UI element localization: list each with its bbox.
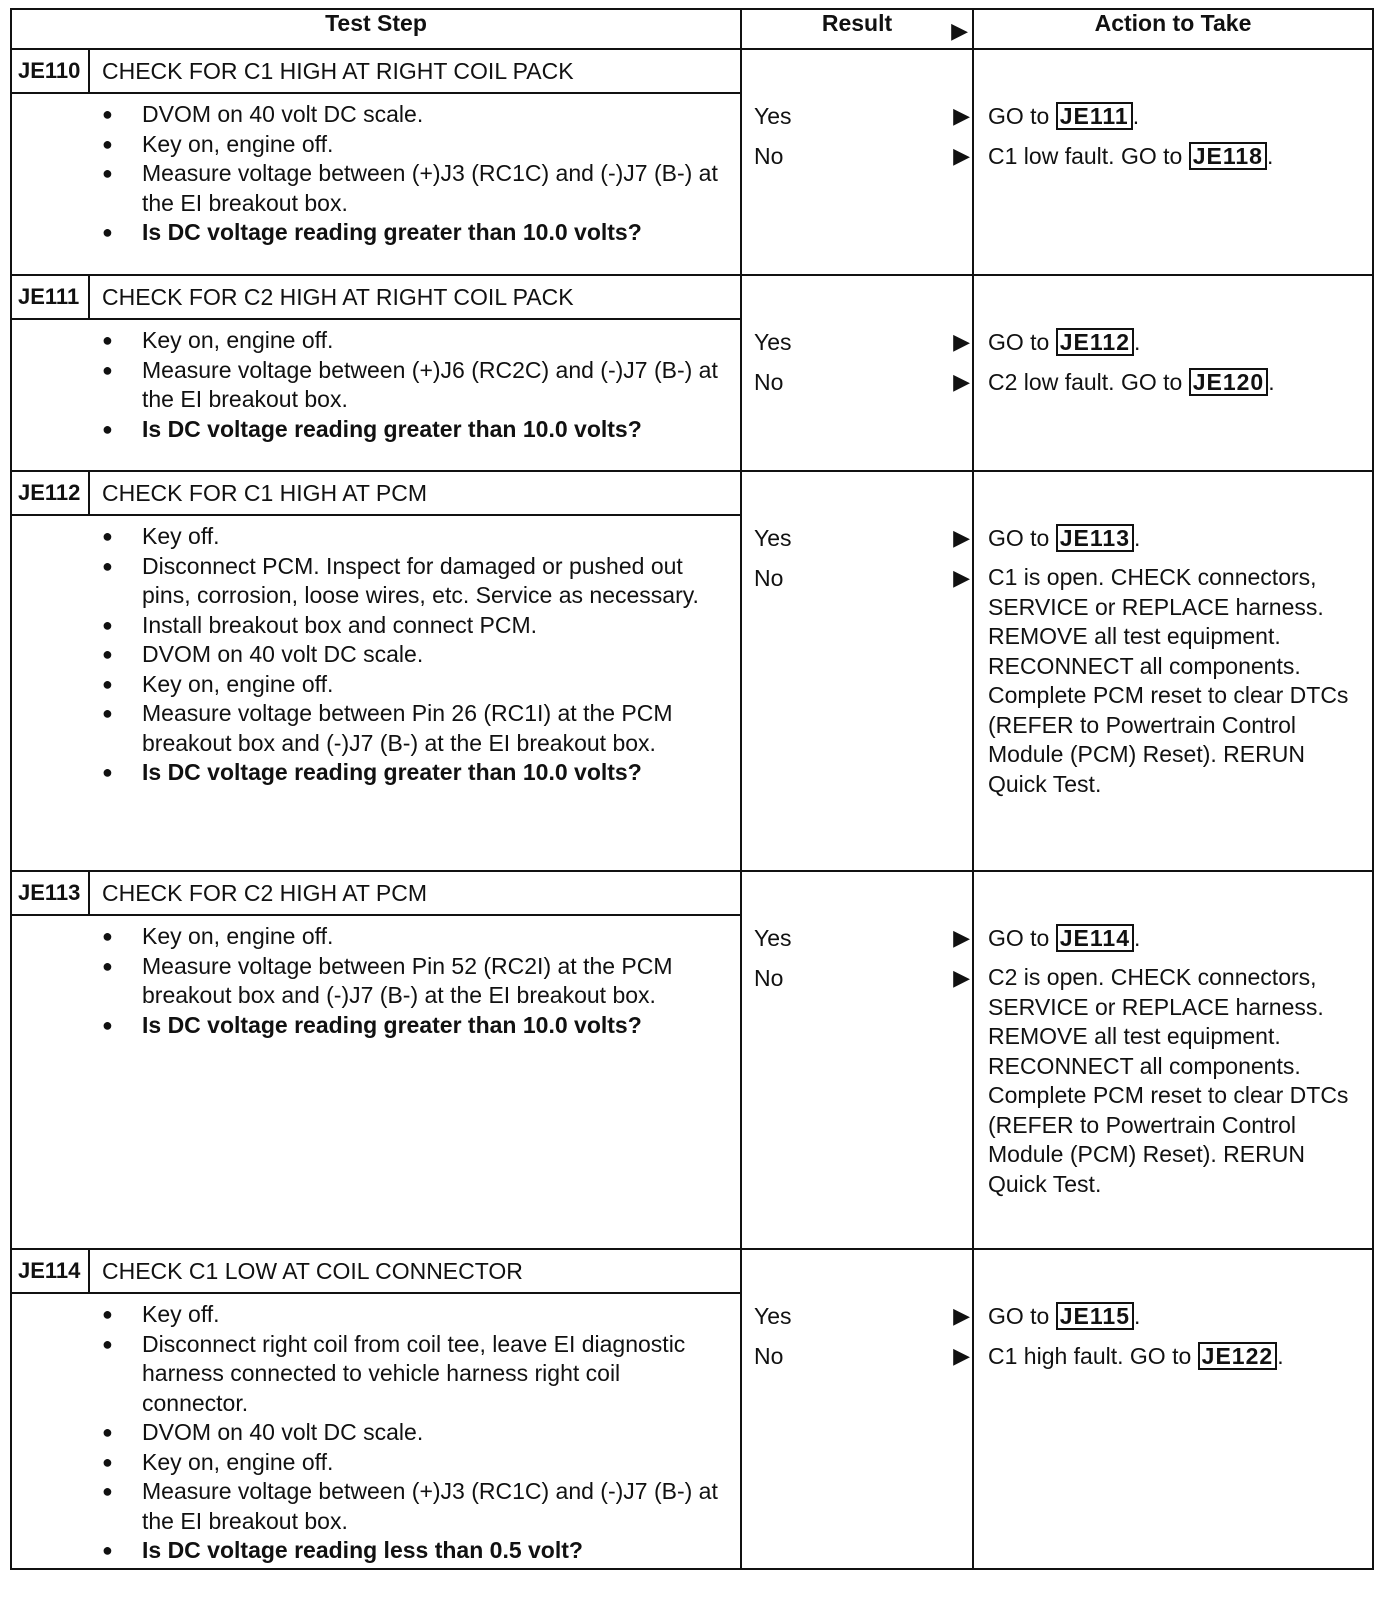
step-reference-link[interactable]: JE113	[1056, 524, 1134, 552]
test-step-cell	[11, 871, 741, 1249]
action-yes	[988, 518, 1362, 558]
result-no-label: No	[754, 565, 784, 591]
action-text: GO to	[988, 1303, 1056, 1329]
test-step-row	[11, 471, 1373, 871]
action-text: GO to	[988, 525, 1056, 551]
step-question: ● Is DC voltage reading greater than 10.0 volts?	[102, 415, 720, 445]
step-id: JE111	[12, 276, 90, 318]
result-no	[742, 136, 972, 176]
step-question: ● Is DC voltage reading less than 0.5 volt?	[102, 1536, 720, 1566]
result-yes-label: Yes	[754, 329, 792, 355]
action-cell	[973, 275, 1373, 471]
right-arrow-icon: ▶	[953, 143, 970, 168]
header-test-step: Test Step	[11, 9, 741, 49]
action-text: C1 high fault. GO to	[988, 1343, 1198, 1369]
step-reference-link[interactable]: JE111	[1056, 102, 1133, 130]
step-title: CHECK FOR C2 HIGH AT PCM	[102, 880, 428, 906]
test-step-cell	[11, 275, 741, 471]
result-no-label: No	[754, 143, 784, 169]
step-header	[12, 1250, 740, 1294]
instruction-item: ● DVOM on 40 volt DC scale.	[102, 100, 720, 130]
test-step-row	[11, 275, 1373, 471]
result-yes	[742, 322, 972, 362]
instruction-item: ● Measure voltage between (+)J3 (RC1C) and (-)J7 (B-) at the EI breakout box.	[102, 1477, 720, 1536]
instruction-item: ● Key on, engine off.	[102, 326, 720, 356]
result-no-label: No	[754, 369, 784, 395]
test-step-row	[11, 1249, 1373, 1569]
result-yes	[742, 918, 972, 958]
step-reference-link[interactable]: JE120	[1189, 368, 1269, 396]
step-header	[12, 276, 740, 320]
action-cell	[973, 1249, 1373, 1569]
instruction-item: ● Measure voltage between Pin 52 (RC2I) at the PCM breakout box and (-)J7 (B-) at the EI breakout box.	[102, 952, 720, 1011]
test-step-row	[11, 871, 1373, 1249]
instruction-item: ● Key off.	[102, 1300, 720, 1330]
action-text: .	[1277, 1343, 1284, 1369]
test-step-row	[11, 49, 1373, 275]
test-step-cell	[11, 471, 741, 871]
right-arrow-icon: ▶	[953, 565, 970, 590]
step-instructions	[12, 94, 740, 250]
action-text: .	[1134, 925, 1141, 951]
action-no: C2 is open. CHECK connectors, SERVICE or REPLACE harness. REMOVE all test equipment. RECONNECT all components. Complete PCM reset to clear DTCs (REFER to Powertrain Control Module (PCM) Reset). RERUN Quick Test.	[988, 964, 1349, 1197]
step-question: ● Is DC voltage reading greater than 10.0 volts?	[102, 758, 720, 788]
action-text: .	[1134, 525, 1141, 551]
step-title: CHECK FOR C1 HIGH AT RIGHT COIL PACK	[102, 58, 574, 84]
step-header	[12, 872, 740, 916]
instruction-item: ● Key on, engine off.	[102, 922, 720, 952]
action-yes	[988, 322, 1362, 362]
action-no	[988, 1336, 1362, 1376]
step-id: JE110	[12, 50, 90, 92]
right-arrow-icon: ▶	[953, 965, 970, 990]
right-arrow-icon: ▶	[953, 525, 970, 550]
action-text: .	[1134, 1303, 1141, 1329]
instruction-item: ● Key on, engine off.	[102, 1448, 720, 1478]
header-action-to-take: Action to Take	[973, 9, 1373, 49]
step-question: ● Is DC voltage reading greater than 10.0 volts?	[102, 218, 720, 248]
test-step-cell	[11, 49, 741, 275]
step-header	[12, 50, 740, 94]
table-header-row	[11, 9, 1373, 49]
right-arrow-icon: ▶	[953, 103, 970, 128]
step-reference-link[interactable]: JE122	[1198, 1342, 1278, 1370]
step-reference-link[interactable]: JE114	[1056, 924, 1134, 952]
step-reference-link[interactable]: JE115	[1056, 1302, 1134, 1330]
right-arrow-icon: ▶	[953, 369, 970, 394]
action-cell	[973, 471, 1373, 871]
action-yes	[988, 96, 1362, 136]
step-id: JE113	[12, 872, 90, 914]
action-text: .	[1268, 369, 1275, 395]
instruction-item: ● DVOM on 40 volt DC scale.	[102, 640, 720, 670]
action-no	[988, 136, 1362, 176]
action-text: C1 low fault. GO to	[988, 143, 1189, 169]
action-yes	[988, 918, 1362, 958]
action-text: .	[1266, 143, 1274, 169]
step-id: JE114	[12, 1250, 90, 1292]
test-step-cell	[11, 1249, 741, 1569]
result-yes-label: Yes	[754, 925, 792, 951]
result-yes	[742, 96, 972, 136]
result-no	[742, 362, 972, 402]
result-no	[742, 958, 972, 998]
action-text: C2 low fault. GO to	[988, 369, 1189, 395]
right-arrow-icon: ▶	[953, 1303, 970, 1328]
step-header	[12, 472, 740, 516]
result-yes-label: Yes	[754, 525, 792, 551]
step-title: CHECK FOR C2 HIGH AT RIGHT COIL PACK	[102, 284, 574, 310]
instruction-item: ● Measure voltage between (+)J3 (RC1C) and (-)J7 (B-) at the EI breakout box.	[102, 159, 720, 218]
action-text: .	[1132, 103, 1140, 129]
step-title: CHECK FOR C1 HIGH AT PCM	[102, 480, 428, 506]
action-text: GO to	[988, 103, 1056, 129]
result-cell	[741, 49, 973, 275]
result-cell	[741, 275, 973, 471]
result-no-label: No	[754, 1343, 784, 1369]
pinpoint-test-table	[10, 8, 1374, 1570]
action-text: GO to	[988, 925, 1056, 951]
header-result-label: Result	[821, 10, 893, 36]
action-text: .	[1134, 329, 1141, 355]
step-instructions	[12, 1294, 740, 1568]
step-question: ● Is DC voltage reading greater than 10.0 volts?	[102, 1011, 720, 1041]
right-arrow-icon: ▶	[953, 329, 970, 354]
step-instructions	[12, 320, 740, 446]
diagnostic-table-page	[10, 8, 1372, 1570]
instruction-item: ● Key off.	[102, 522, 720, 552]
action-cell	[973, 49, 1373, 275]
result-yes	[742, 1296, 972, 1336]
step-id: JE112	[12, 472, 90, 514]
action-no: C1 is open. CHECK connectors, SERVICE or REPLACE harness. REMOVE all test equipment. RECONNECT all components. Complete PCM reset to clear DTCs (REFER to Powertrain Control Module (PCM) Reset). RERUN Quick Test.	[988, 564, 1349, 797]
result-cell	[741, 471, 973, 871]
instruction-item: ● DVOM on 40 volt DC scale.	[102, 1418, 720, 1448]
right-arrow-icon: ▶	[953, 1343, 970, 1368]
step-instructions	[12, 916, 740, 1042]
step-title: CHECK C1 LOW AT COIL CONNECTOR	[102, 1258, 523, 1284]
result-yes	[742, 518, 972, 558]
result-no-label: No	[754, 965, 784, 991]
instruction-item: ● Measure voltage between (+)J6 (RC2C) and (-)J7 (B-) at the EI breakout box.	[102, 356, 720, 415]
result-no	[742, 1336, 972, 1376]
instruction-item: ● Key on, engine off.	[102, 670, 720, 700]
step-reference-link[interactable]: JE112	[1056, 328, 1134, 356]
instruction-item: ● Measure voltage between Pin 26 (RC1I) at the PCM breakout box and (-)J7 (B-) at the EI breakout box.	[102, 699, 720, 758]
instruction-item: ● Disconnect PCM. Inspect for damaged or pushed out pins, corrosion, loose wires, etc. Service as necessary.	[102, 552, 720, 611]
step-instructions	[12, 516, 740, 790]
right-arrow-icon: ▶	[951, 18, 968, 43]
action-text: GO to	[988, 329, 1056, 355]
result-cell	[741, 871, 973, 1249]
instruction-item: ● Key on, engine off.	[102, 130, 720, 160]
result-no	[742, 558, 972, 598]
header-result	[741, 9, 973, 49]
result-yes-label: Yes	[754, 103, 792, 129]
result-cell	[741, 1249, 973, 1569]
instruction-item: ● Disconnect right coil from coil tee, leave EI diagnostic harness connected to vehicle harness right coil connector.	[102, 1330, 720, 1419]
right-arrow-icon: ▶	[953, 925, 970, 950]
action-no	[988, 362, 1362, 402]
step-reference-link[interactable]: JE118	[1189, 142, 1267, 170]
result-yes-label: Yes	[754, 1303, 792, 1329]
instruction-item: ● Install breakout box and connect PCM.	[102, 611, 720, 641]
action-yes	[988, 1296, 1362, 1336]
action-cell	[973, 871, 1373, 1249]
